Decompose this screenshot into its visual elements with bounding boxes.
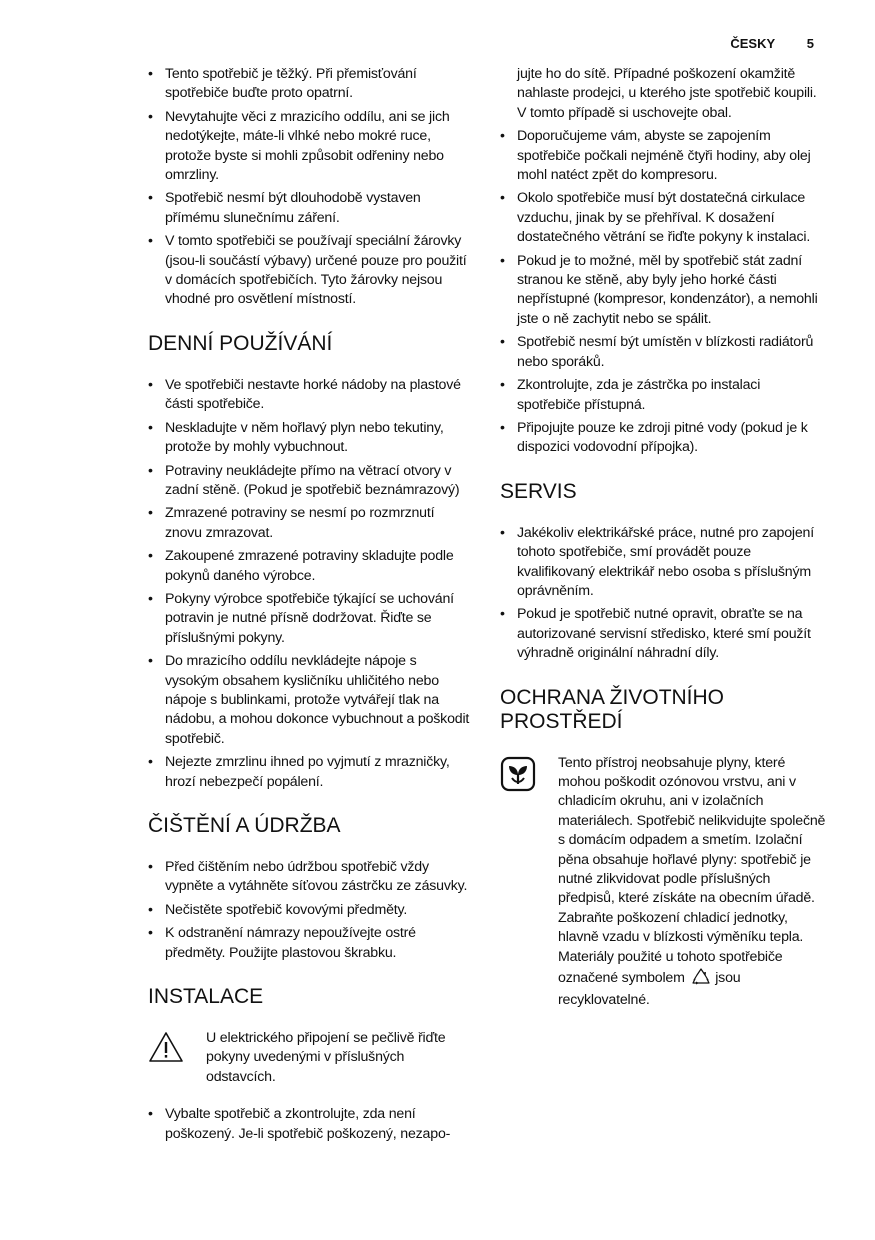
- environment-plant-icon: [500, 756, 540, 798]
- list-item: • Ve spotřebiči nestavte horké nádoby na plastové části spotřebiče.: [148, 376, 470, 415]
- page-header: [730, 36, 814, 51]
- list-item: • V tomto spotřebiči se používají speciální žárovky (jsou-li součástí výbavy) určené pouze pro použití v domácích spotřebičích. Tyto žárovky nejsou vhodné pro osvětlení místností.: [148, 232, 470, 310]
- header-language: ČESKY: [730, 36, 776, 51]
- list-item: • Potraviny neukládejte přímo na větrací otvory v zadní stěně. (Pokud je spotřebič beznámrazový): [148, 462, 470, 501]
- environment-text: [558, 754, 826, 1011]
- daily-use-list: [148, 376, 470, 792]
- page-number: 5: [806, 36, 814, 51]
- list-item: • Okolo spotřebiče musí být dostatečná cirkulace vzduchu, jinak by se přehříval. K dosažení dostatečného větrání se řiďte pokyny k instalaci.: [500, 189, 826, 247]
- list-item-continued: jujte ho do sítě. Případné poškození okamžitě nahlaste prodejci, u kterého jste spotřebič koupili. V tomto případě si uschovejte obal.: [517, 66, 817, 121]
- intro-list: [148, 65, 470, 310]
- installation-list-continued: [500, 65, 826, 458]
- recycle-icon: [691, 967, 711, 991]
- environment-text-end: jsou recyklovatelné.: [558, 970, 741, 1009]
- list-item: • Vybalte spotřebič a zkontrolujte, zda není poškozený. Je-li spotřebič poškozený, nezapo-: [148, 1105, 470, 1144]
- cleaning-list: [148, 858, 470, 963]
- installation-list: [148, 1105, 470, 1144]
- list-item: • Připojujte pouze ke zdroji pitné vody (pokud je k dispozici vodovodní přípojka).: [500, 419, 826, 458]
- section-title-installation: INSTALACE: [148, 985, 264, 1009]
- warning-text: U elektrického připojení se pečlivě řiďte pokyny uvedenými v příslušných odstavcích.: [206, 1030, 446, 1085]
- list-item: • Zakoupené zmrazené potraviny skladujte podle pokynů daného výrobce.: [148, 547, 470, 586]
- list-item: • Nejezte zmrzlinu ihned po vyjmutí z mrazničky, hrozí nebezpečí popálení.: [148, 753, 470, 792]
- environment-text-body: Tento přístroj neobsahuje plyny, které mohou poškodit ozónovou vrstvu, ani v chladicím okruhu, ani v izolačních materiálech. Spotřebič nelikvidujte společně s domácím odpadem a smetím. Izolační pěna obsahuje hořlavé plyny: spotřebič je nutné zlikvidovat podle příslušných předpisů, které získáte na obecním úřadě. Zabraňte poškození chladicí jednotky, hlavně vzadu v blízkosti výměníku tepla. Materiály použité u tohoto spotřebiče označené symbolem: [558, 754, 826, 987]
- list-item: • Do mrazicího oddílu nevkládejte nápoje s vysokým obsahem kysličníku uhličitého nebo nápoje s bublinkami, protože vytvářejí tlak na nádobu, a mohou dokonce vybuchnout a poškodit spotřebič.: [148, 652, 470, 749]
- list-item: • K odstranění námrazy nepoužívejte ostré předměty. Použijte plastovou škrabku.: [148, 924, 470, 963]
- service-list: [500, 524, 826, 664]
- list-item: • Pokud je spotřebič nutné opravit, obraťte se na autorizované servisní středisko, které smí použít výhradně originální náhradní díly.: [500, 605, 826, 663]
- warning-triangle-icon: [148, 1031, 188, 1069]
- list-item: • Nevytahujte věci z mrazicího oddílu, ani se jich nedotýkejte, máte-li vlhké nebo mokré ruce, protože byste si mohli způsobit odřeniny nebo omrzliny.: [148, 108, 470, 186]
- list-item: • Zmrazené potraviny se nesmí po rozmrznutí znovu zmrazovat.: [148, 504, 470, 543]
- section-title-service: SERVIS: [500, 479, 577, 503]
- list-item: • Pokud je to možné, měl by spotřebič stát zadní stranou ke stěně, aby byly jeho horké části nepřístupné (kompresor, kondenzátor), a nemohli jste o ně zachytit nebo se spálit.: [500, 252, 826, 330]
- list-item: • Jakékoliv elektrikářské práce, nutné pro zapojení tohoto spotřebiče, smí provádět pouze kvalifikovaný elektrikář nebo osoba s příslušným oprávněním.: [500, 524, 826, 602]
- list-item: • Před čištěním nebo údržbou spotřebič vždy vypněte a vytáhněte síťovou zástrčku ze zásuvky.: [148, 858, 470, 897]
- list-item: • Tento spotřebič je těžký. Při přemisťování spotřebiče buďte proto opatrní.: [148, 65, 470, 104]
- section-title-daily-use: DENNÍ POUŽÍVÁNÍ: [148, 331, 333, 355]
- section-title-cleaning: ČIŠTĚNÍ A ÚDRŽBA: [148, 814, 341, 837]
- left-column: [148, 65, 470, 1148]
- list-item: • Spotřebič nesmí být umístěn v blízkosti radiátorů nebo sporáků.: [500, 333, 826, 372]
- warning-note: [148, 1029, 470, 1087]
- list-item: • Neskladujte v něm hořlavý plyn nebo tekutiny, protože by mohly vybuchnout.: [148, 419, 470, 458]
- list-item: • Pokyny výrobce spotřebiče týkající se uchování potravin je nutné přísně dodržovat. Řiďte se příslušnými pokyny.: [148, 590, 470, 648]
- section-title-environment: OCHRANA ŽIVOTNÍHO PROSTŘEDÍ: [500, 685, 725, 733]
- list-item: • Spotřebič nesmí být dlouhodobě vystaven přímému slunečnímu záření.: [148, 189, 470, 228]
- list-item: • Nečistěte spotřebič kovovými předměty.: [148, 901, 470, 920]
- list-item: • Zkontrolujte, zda je zástrčka po instalaci spotřebiče přístupná.: [500, 376, 826, 415]
- environment-note: [500, 754, 826, 1011]
- list-item: • Doporučujeme vám, abyste se zapojením spotřebiče počkali nejméně čtyři hodiny, aby olej mohl natéct zpět do kompresoru.: [500, 127, 826, 185]
- right-column: [500, 65, 826, 1029]
